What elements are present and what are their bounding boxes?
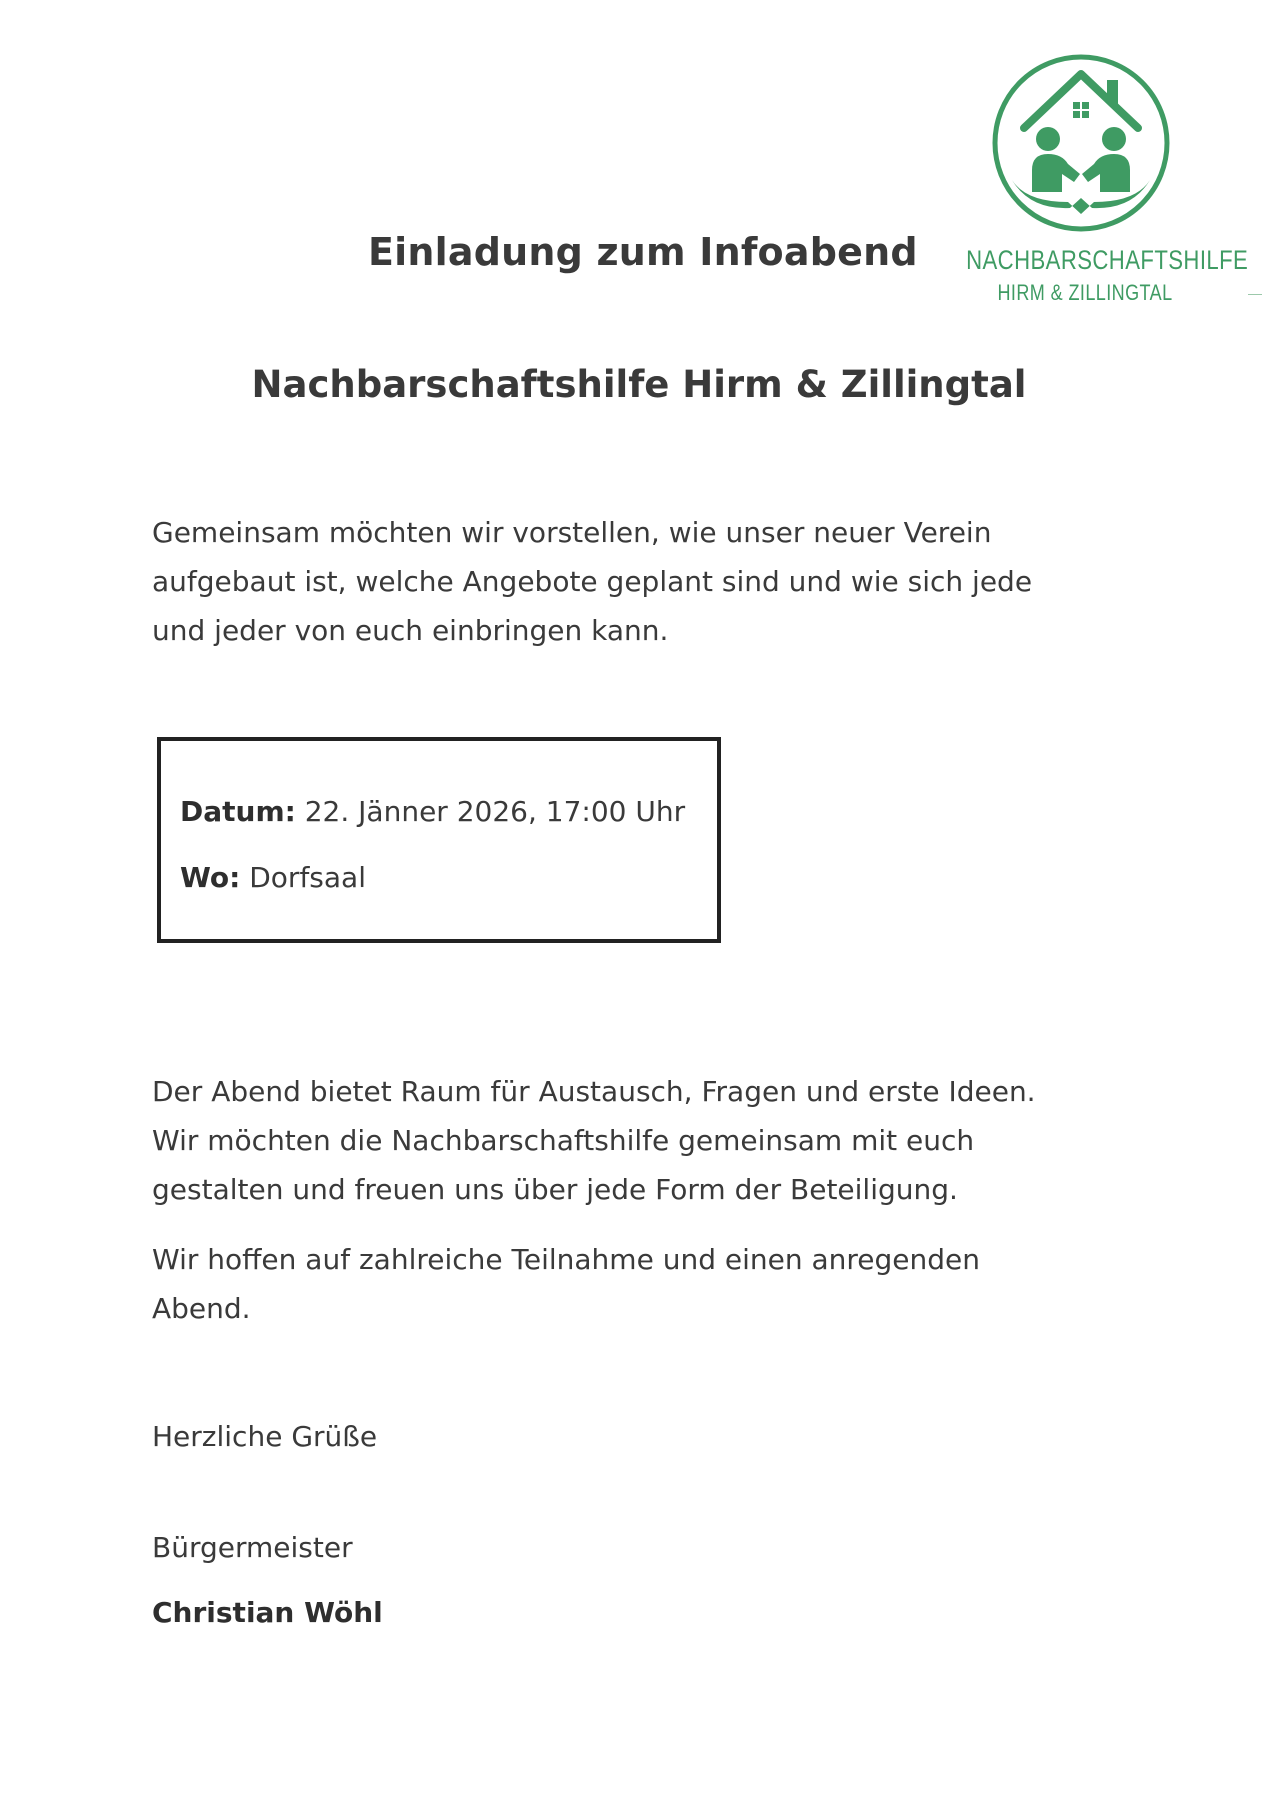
text-line: und jeder von euch einbringen kann.: [152, 614, 669, 647]
scan-mark: [1248, 294, 1262, 295]
text-line: Wir möchten die Nachbarschaftshilfe gemeinsam mit euch: [152, 1124, 975, 1157]
date-label: Datum:: [180, 795, 296, 828]
organization-logo: [990, 52, 1172, 234]
event-location: [180, 861, 366, 894]
location-value: Dorfsaal: [249, 861, 366, 894]
body-paragraph-2: [152, 1235, 1112, 1333]
body-paragraph-1: [152, 1067, 1112, 1214]
event-date: [180, 795, 685, 828]
event-details-box: [157, 737, 721, 943]
logo-subtitle: HIRM & ZILLINGTAL: [997, 280, 1173, 305]
location-label: Wo:: [180, 861, 241, 894]
text-line: Der Abend bietet Raum für Austausch, Fragen und erste Ideen.: [152, 1075, 1036, 1108]
text-line: Wir hoffen auf zahlreiche Teilnahme und einen anregenden: [152, 1243, 981, 1276]
house-helping-hands-icon: [990, 52, 1172, 234]
text-line: aufgebaut ist, welche Angebote geplant sind und wie sich jede: [152, 565, 1033, 598]
logo-title: NACHBARSCHAFTSHILFE: [966, 245, 1249, 275]
signer-role: Bürgermeister: [152, 1531, 353, 1564]
date-value: 22. Jänner 2026, 17:00 Uhr: [304, 795, 686, 828]
text-line: Gemeinsam möchten wir vorstellen, wie unser neuer Verein: [152, 516, 992, 549]
signer-name: Christian Wöhl: [152, 1596, 383, 1629]
text-line: gestalten und freuen uns über jede Form der Beteiligung.: [152, 1173, 958, 1206]
page-subtitle: Nachbarschaftshilfe Hirm & Zillingtal: [251, 363, 1027, 406]
text-line: Abend.: [152, 1292, 251, 1325]
page-title: Einladung zum Infoabend: [368, 230, 918, 274]
closing-greeting: Herzliche Grüße: [152, 1420, 378, 1453]
intro-paragraph: [152, 508, 1112, 655]
